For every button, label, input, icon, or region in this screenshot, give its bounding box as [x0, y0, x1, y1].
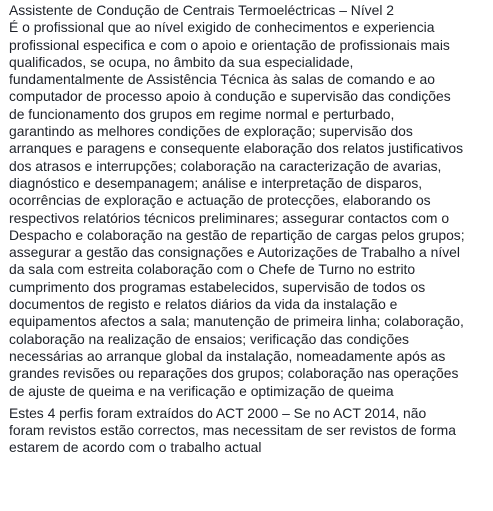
- text-line: diagnóstico e desempanagem; análise e interpretação de disparos,: [9, 174, 423, 191]
- text-line: de funcionamento dos grupos em regime normal e perturbado,: [9, 105, 395, 122]
- paragraph-note: [9, 405, 493, 457]
- text-line: qualificados, se ocupa, no âmbito da sua especialidade,: [9, 53, 354, 70]
- text-line: documentos de registo e relatos diários da vida da instalação e: [9, 296, 398, 313]
- paragraph-profile-description: [9, 2, 493, 400]
- text-line: grandes revisões ou reparações dos grupos; colaboração nas operações: [9, 365, 459, 382]
- text-line: garantindo as melhores condições de exploração; supervisão dos: [9, 123, 413, 140]
- text-line: fundamentalmente de Assistência Técnica às salas de comando e ao: [9, 71, 435, 88]
- text-line: ocorrências de exploração e actuação de protecções, elaborando os: [9, 192, 431, 209]
- text-line: equipamentos afectos a sala; manutenção de primeira linha; colaboração,: [9, 313, 464, 330]
- text-line: Estes 4 perfis foram extraídos do ACT 2000 – Se no ACT 2014, não: [9, 404, 427, 421]
- text-line: É o profissional que ao nível exigido de conhecimentos e experiencia: [9, 19, 435, 36]
- text-line: de ajuste de queima e na verificação e optimização de queima: [9, 382, 394, 399]
- text-line: dos atrasos e interrupções; colaboração na caracterização de avarias,: [9, 157, 442, 174]
- text-line: arranques e paragens e consequente elaboração dos relatos justificativos: [9, 140, 464, 157]
- text-line: profissional especifica e com o apoio e orientação de profissionais mais: [9, 36, 450, 53]
- text-line: foram revistos estão correctos, mas necessitam de ser revistos de forma: [9, 422, 456, 439]
- text-line: computador de processo apoio à condução e supervisão das condições: [9, 88, 451, 105]
- text-line: respectivos relatórios técnicos preliminares; assegurar contactos com o: [9, 209, 450, 226]
- text-line: assegurar a gestão das consignações e Autorizações de Trabalho a nível: [9, 244, 460, 261]
- text-line: da sala com estreita colaboração com o Chefe de Turno no estrito: [9, 261, 416, 278]
- text-line: colaboração na realização de ensaios; verificação das condições: [9, 330, 409, 347]
- text-line: Despacho e colaboração na gestão de repartição de cargas pelos grupos;: [9, 226, 465, 243]
- text-line: estarem de acordo com o trabalho actual: [9, 439, 262, 456]
- text-line: necessárias ao arranque global da instalação, nomeadamente após as: [9, 347, 446, 364]
- text-line: Assistente de Condução de Centrais Termoeléctricas – Nível 2: [9, 2, 395, 18]
- text-line: cumprimento dos programas estabelecidos, supervisão de todos os: [9, 278, 426, 295]
